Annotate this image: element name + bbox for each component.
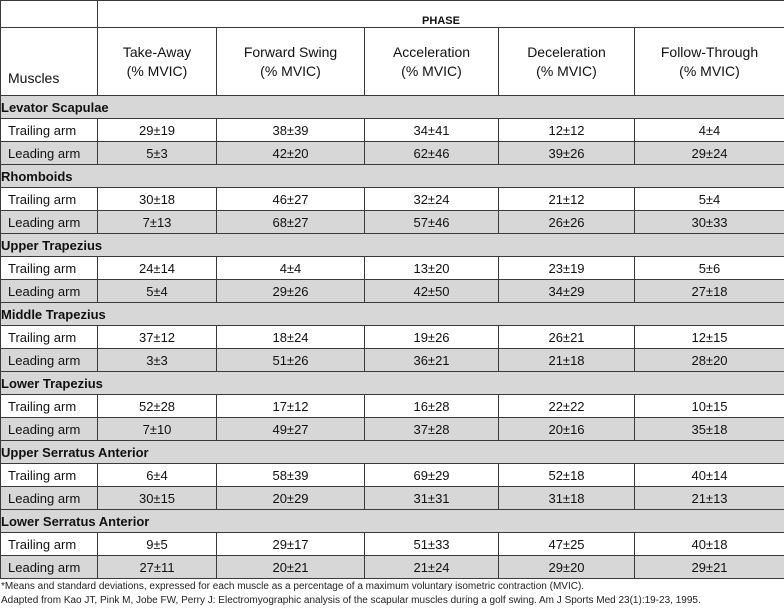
column-header-take-away — [98, 28, 217, 96]
value-cell: 62±46 — [365, 142, 499, 165]
value-cell: 31±31 — [365, 487, 499, 510]
value-cell: 10±15 — [635, 395, 784, 418]
value-cell: 26±21 — [499, 326, 635, 349]
value-cell: 21±24 — [365, 556, 499, 579]
muscle-group-label: Lower Trapezius — [1, 372, 784, 395]
table-row — [1, 280, 784, 303]
value-cell: 52±18 — [499, 464, 635, 487]
value-cell: 29±19 — [98, 119, 217, 142]
muscles-column-header: Muscles — [1, 28, 98, 96]
value-cell: 32±24 — [365, 188, 499, 211]
value-cell: 69±29 — [365, 464, 499, 487]
arm-label: Leading arm — [1, 142, 98, 165]
value-cell: 37±12 — [98, 326, 217, 349]
value-cell: 13±20 — [365, 257, 499, 280]
value-cell: 23±19 — [499, 257, 635, 280]
value-cell: 52±28 — [98, 395, 217, 418]
value-cell: 40±14 — [635, 464, 784, 487]
muscle-group-label: Rhomboids — [1, 165, 784, 188]
value-cell: 40±18 — [635, 533, 784, 556]
value-cell: 31±18 — [499, 487, 635, 510]
value-cell: 24±14 — [98, 257, 217, 280]
arm-label: Leading arm — [1, 418, 98, 441]
muscle-group-row — [1, 96, 784, 119]
value-cell: 57±46 — [365, 211, 499, 234]
muscle-group-row — [1, 372, 784, 395]
value-cell: 30±18 — [98, 188, 217, 211]
muscle-group-row — [1, 165, 784, 188]
muscle-group-label: Levator Scapulae — [1, 96, 784, 119]
value-cell: 42±50 — [365, 280, 499, 303]
value-cell: 7±10 — [98, 418, 217, 441]
value-cell: 18±24 — [217, 326, 365, 349]
value-cell: 30±33 — [635, 211, 784, 234]
value-cell: 49±27 — [217, 418, 365, 441]
table-row — [1, 142, 784, 165]
value-cell: 29±24 — [635, 142, 784, 165]
value-cell: 5±4 — [98, 280, 217, 303]
table-body — [1, 96, 784, 579]
table-row — [1, 533, 784, 556]
value-cell: 17±12 — [217, 395, 365, 418]
value-cell: 29±20 — [499, 556, 635, 579]
muscle-group-label: Lower Serratus Anterior — [1, 510, 784, 533]
value-cell: 5±3 — [98, 142, 217, 165]
column-header-forward-swing — [217, 28, 365, 96]
table-row — [1, 211, 784, 234]
column-unit: (% MVIC) — [401, 62, 462, 79]
value-cell: 51±26 — [217, 349, 365, 372]
value-cell: 27±11 — [98, 556, 217, 579]
muscle-group-label: Middle Trapezius — [1, 303, 784, 326]
arm-label: Trailing arm — [1, 326, 98, 349]
value-cell: 4±4 — [217, 257, 365, 280]
value-cell: 34±41 — [365, 119, 499, 142]
value-cell: 58±39 — [217, 464, 365, 487]
value-cell: 38±39 — [217, 119, 365, 142]
footnote-mvic: *Means and standard deviations, expressed for each muscle as a percentage of a maximum voluntary isometric contraction (MVIC). — [1, 581, 585, 592]
table-row — [1, 395, 784, 418]
value-cell: 30±15 — [98, 487, 217, 510]
value-cell: 28±20 — [635, 349, 784, 372]
muscle-group-label: Upper Serratus Anterior — [1, 441, 784, 464]
value-cell: 37±28 — [365, 418, 499, 441]
table-row — [1, 349, 784, 372]
muscle-group-row — [1, 303, 784, 326]
value-cell: 46±27 — [217, 188, 365, 211]
value-cell: 35±18 — [635, 418, 784, 441]
arm-label: Trailing arm — [1, 533, 98, 556]
value-cell: 21±18 — [499, 349, 635, 372]
value-cell: 42±20 — [217, 142, 365, 165]
value-cell: 22±22 — [499, 395, 635, 418]
column-name: Deceleration — [527, 43, 606, 60]
arm-label: Trailing arm — [1, 395, 98, 418]
column-unit: (% MVIC) — [126, 62, 188, 79]
column-name: Take-Away — [122, 43, 192, 60]
table-row — [1, 257, 784, 280]
table-row — [1, 188, 784, 211]
table-row — [1, 487, 784, 510]
value-cell: 29±21 — [635, 556, 784, 579]
value-cell: 20±16 — [499, 418, 635, 441]
column-header-row — [1, 28, 784, 96]
column-header-follow-through — [635, 28, 784, 96]
column-header-deceleration — [499, 28, 635, 96]
value-cell: 4±4 — [635, 119, 784, 142]
value-cell: 6±4 — [98, 464, 217, 487]
arm-label: Leading arm — [1, 211, 98, 234]
value-cell: 26±26 — [499, 211, 635, 234]
value-cell: 20±21 — [217, 556, 365, 579]
value-cell: 34±29 — [499, 280, 635, 303]
value-cell: 68±27 — [217, 211, 365, 234]
column-header-acceleration — [365, 28, 499, 96]
muscle-group-label: Upper Trapezius — [1, 234, 784, 257]
value-cell: 12±15 — [635, 326, 784, 349]
arm-label: Trailing arm — [1, 119, 98, 142]
value-cell: 20±29 — [217, 487, 365, 510]
arm-label: Leading arm — [1, 556, 98, 579]
muscle-group-row — [1, 510, 784, 533]
column-unit: (% MVIC) — [679, 62, 740, 79]
value-cell: 3±3 — [98, 349, 217, 372]
column-name: Forward Swing — [243, 43, 338, 60]
arm-label: Leading arm — [1, 280, 98, 303]
table-row — [1, 418, 784, 441]
arm-label: Leading arm — [1, 487, 98, 510]
value-cell: 39±26 — [499, 142, 635, 165]
arm-label: Trailing arm — [1, 188, 98, 211]
table-row — [1, 556, 784, 579]
value-cell: 29±26 — [217, 280, 365, 303]
value-cell: 36±21 — [365, 349, 499, 372]
table-row — [1, 326, 784, 349]
value-cell: 51±33 — [365, 533, 499, 556]
value-cell: 9±5 — [98, 533, 217, 556]
phase-heading: PHASE — [98, 1, 784, 28]
value-cell: 7±13 — [98, 211, 217, 234]
phase-header-row — [1, 1, 784, 28]
value-cell: 19±26 — [365, 326, 499, 349]
arm-label: Trailing arm — [1, 257, 98, 280]
table-row — [1, 119, 784, 142]
column-name: Acceleration — [392, 43, 471, 60]
value-cell: 29±17 — [217, 533, 365, 556]
value-cell: 12±12 — [499, 119, 635, 142]
value-cell: 5±4 — [635, 188, 784, 211]
table-row — [1, 464, 784, 487]
muscle-group-row — [1, 441, 784, 464]
footnote-source: Adapted from Kao JT, Pink M, Jobe FW, Perry J: Electromyographic analysis of the scapular muscles during a golf swing. Am J Sports Med 23(1):19-23, 1995. — [1, 595, 701, 606]
value-cell: 16±28 — [365, 395, 499, 418]
value-cell: 47±25 — [499, 533, 635, 556]
arm-label: Trailing arm — [1, 464, 98, 487]
arm-label: Leading arm — [1, 349, 98, 372]
value-cell: 27±18 — [635, 280, 784, 303]
table-header — [1, 1, 784, 96]
blank-corner — [1, 1, 98, 28]
column-name: Follow-Through — [660, 43, 759, 60]
muscle-group-row — [1, 234, 784, 257]
column-unit: (% MVIC) — [260, 62, 321, 79]
value-cell: 5±6 — [635, 257, 784, 280]
value-cell: 21±12 — [499, 188, 635, 211]
value-cell: 21±13 — [635, 487, 784, 510]
column-unit: (% MVIC) — [536, 62, 597, 79]
